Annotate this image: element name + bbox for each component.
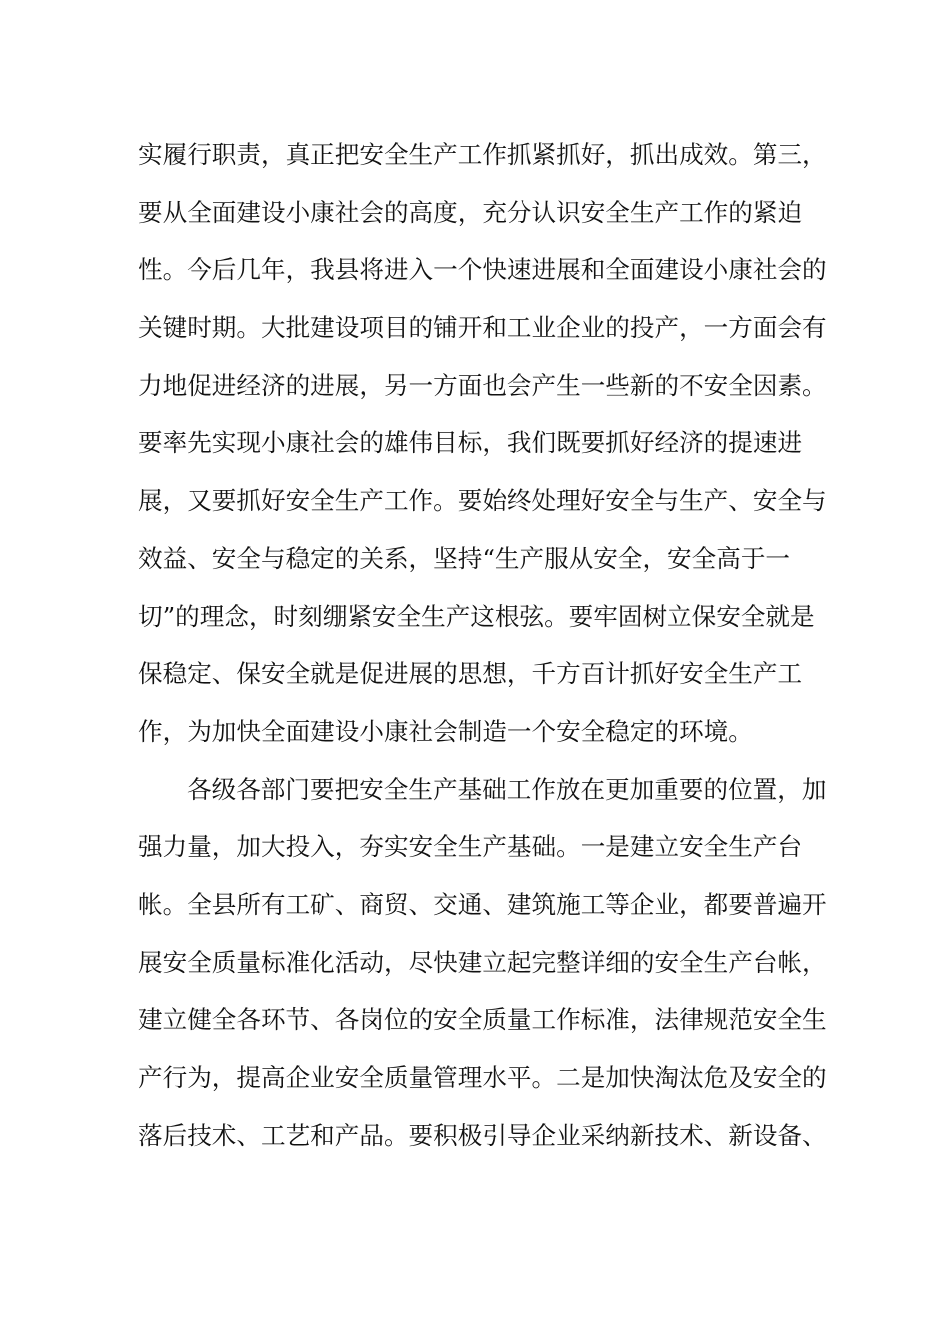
text-line: 作，为加快全面建设小康社会制造一个安全稳定的环境。 [138,716,753,746]
text-line: 展，又要抓好安全生产工作。要始终处理好安全与生产、安全与 [138,486,827,516]
text-line: 要从全面建设小康社会的高度，充分认识安全生产工作的紧迫 [138,197,803,227]
text-line: 力地促进经济的进展，另一方面也会产生一些新的不安全因素。 [138,370,827,400]
text-line: 要率先实现小康社会的雄伟目标，我们既要抓好经济的提速进 [138,428,803,458]
text-line: 切”的理念，时刻绷紧安全生产这根弦。要牢固树立保安全就是 [138,601,815,631]
text-line: 强力量，加大投入，夯实安全生产基础。一是建立安全生产台 [138,832,803,862]
text-line: 关键时期。大批建设项目的铺开和工业企业的投产，一方面会有 [138,313,827,343]
text-line: 实履行职责，真正把安全生产工作抓紧抓好，抓出成效。第三， [138,140,827,169]
text-line: 效益、安全与稳定的关系，坚持“生产服从安全，安全高于一 [138,543,791,573]
text-line: 性。今后几年，我县将进入一个快速进展和全面建设小康社会的 [138,255,827,285]
paragraph-first-line: 各级各部门要把安全生产基础工作放在更加重要的位置，加 [187,774,827,804]
body-text [138,126,838,1164]
text-line: 产行为，提高企业安全质量管理水平。二是加快淘汰危及安全的 [138,1063,827,1092]
text-line: 建立健全各环节、各岗位的安全质量工作标准，法律规范安全生 [138,1005,827,1035]
text-line: 落后技术、工艺和产品。要积极引导企业采纳新技术、新设备、 [138,1120,827,1150]
text-line: 保稳定、保安全就是促进展的思想，千方百计抓好安全生产工 [138,659,803,689]
text-line: 帐。全县所有工矿、商贸、交通、建筑施工等企业，都要普遍开 [138,889,827,919]
text-line: 展安全质量标准化活动，尽快建立起完整详细的安全生产台帐， [138,947,827,977]
